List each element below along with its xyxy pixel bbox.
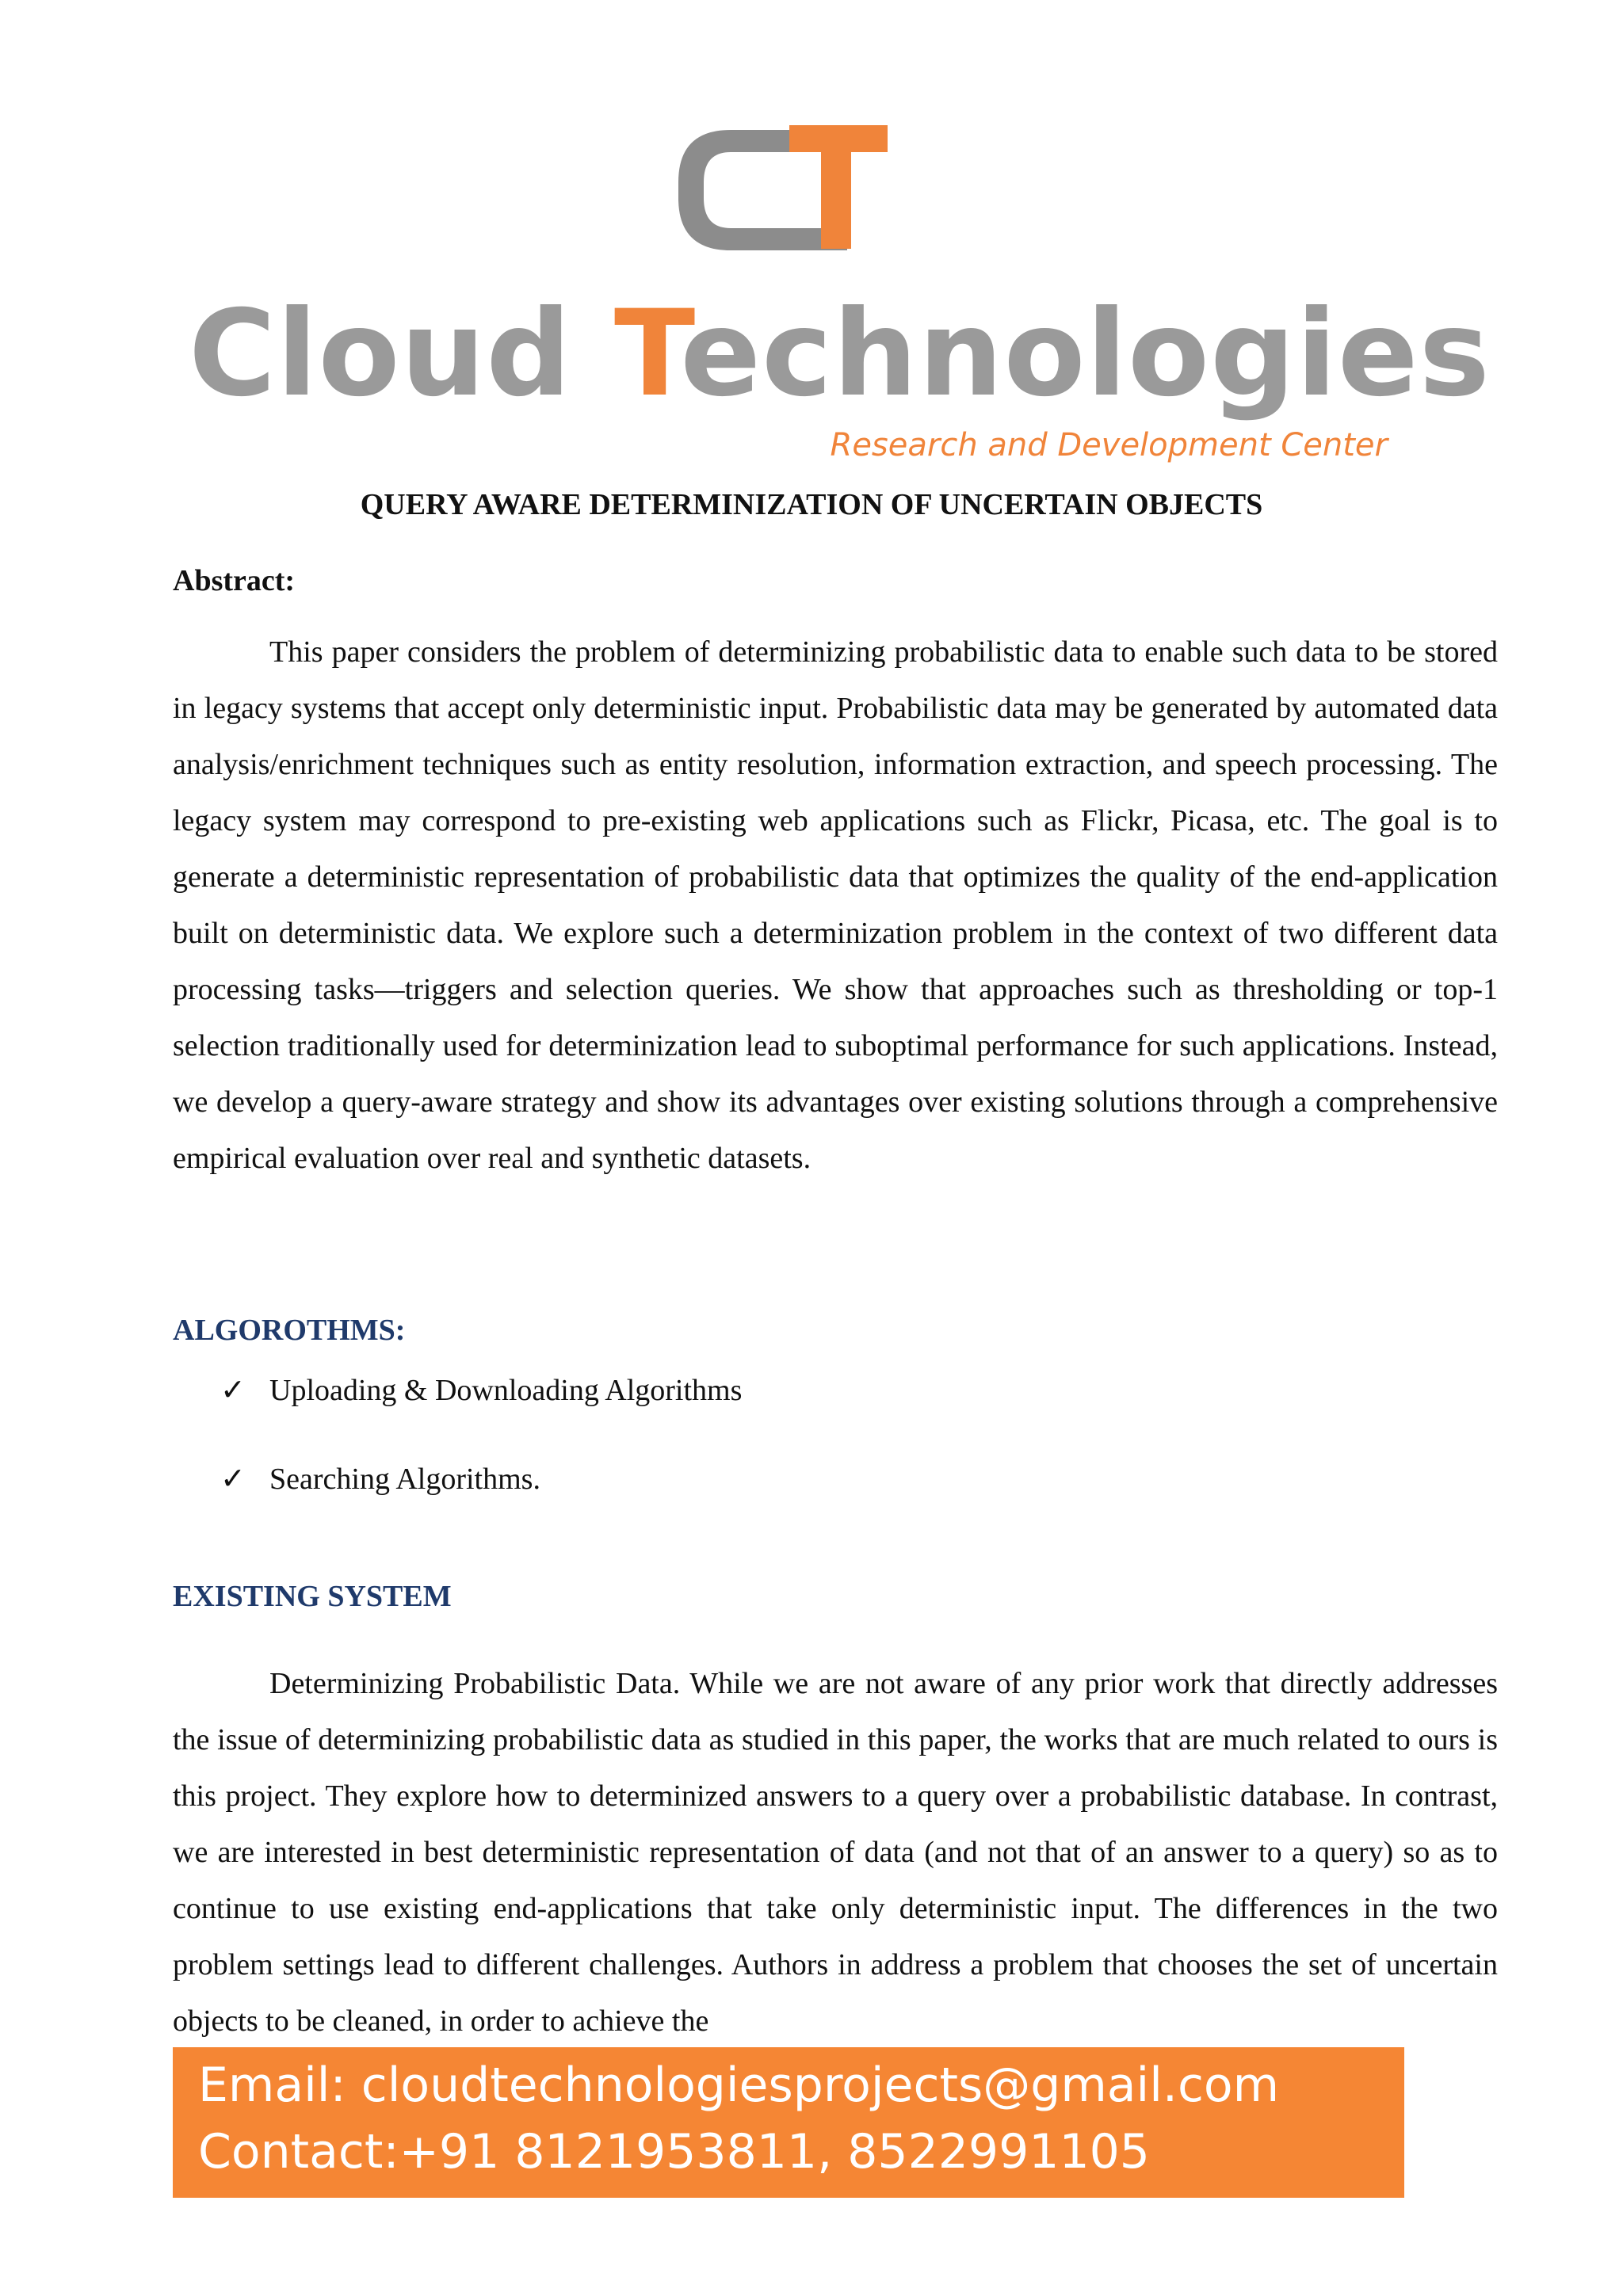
document-title: QUERY AWARE DETERMINIZATION OF UNCERTAIN OBJECTS (360, 488, 1263, 521)
existing-system-heading: EXISTING SYSTEM (173, 1580, 452, 1613)
checkmark-icon: ✓ (220, 1463, 246, 1496)
contact-phone: Contact:+91 8121953811, 8522991105 (198, 2124, 1150, 2180)
list-item (220, 1459, 540, 1499)
brand-tagline: Research and Development Center (830, 427, 1388, 463)
contact-banner (173, 2047, 1404, 2198)
abstract-label: Abstract: (173, 564, 296, 597)
brand-text-t: T (613, 285, 681, 423)
brand-text-pre: Cloud (189, 285, 614, 423)
brand-text-post: echnologies (680, 285, 1491, 423)
contact-email: Email: cloudtechnologiesprojects@gmail.com (198, 2058, 1280, 2113)
algorithms-heading: ALGOROTHMS: (173, 1314, 406, 1347)
brand-wordmark (189, 285, 1491, 423)
abstract-paragraph: This paper considers the problem of determinizing probabilistic data to enable such data to be stored in legacy systems that accept only deterministic input. Probabilistic data may be generated by automated data analysis/enrichment techniques such as entity resolution, information extraction, and speech processing. The legacy system may correspond to pre-existing web applications such as Flickr, Picasa, etc. The goal is to generate a deterministic representation of probabilistic data that optimizes the quality of the end-application built on deterministic data. We explore such a determinization problem in the context of two different data processing tasks—triggers and selection queries. We show that approaches such as thresholding or top-1 selection traditionally used for determinization lead to suboptimal performance for such applications. Instead, we develop a query-aware strategy and show its advantages over existing solutions through a comprehensive empirical evaluation over real and synthetic datasets. (173, 635, 1498, 1175)
list-item-label: Uploading & Downloading Algorithms (269, 1374, 743, 1407)
list-item (220, 1371, 742, 1410)
checkmark-icon: ✓ (220, 1374, 246, 1407)
existing-system-paragraph: Determinizing Probabilistic Data. While we are not aware of any prior work that directly addresses the issue of determinizing probabilistic data as studied in this paper, the works that are much related to ours is this project. They explore how to determinized answers to a query over a probabilistic database. In contrast, we are interested in best deterministic representation of data (and not that of an answer to a query) so as to continue to use existing end-applications that take only deterministic input. The differences in the two problem settings lead to different challenges. Authors in address a problem that chooses the set of uncertain objects to be cleaned, in order to achieve the (173, 1667, 1498, 2038)
list-item-label: Searching Algorithms. (269, 1463, 540, 1496)
ct-logo-icon (663, 119, 900, 274)
